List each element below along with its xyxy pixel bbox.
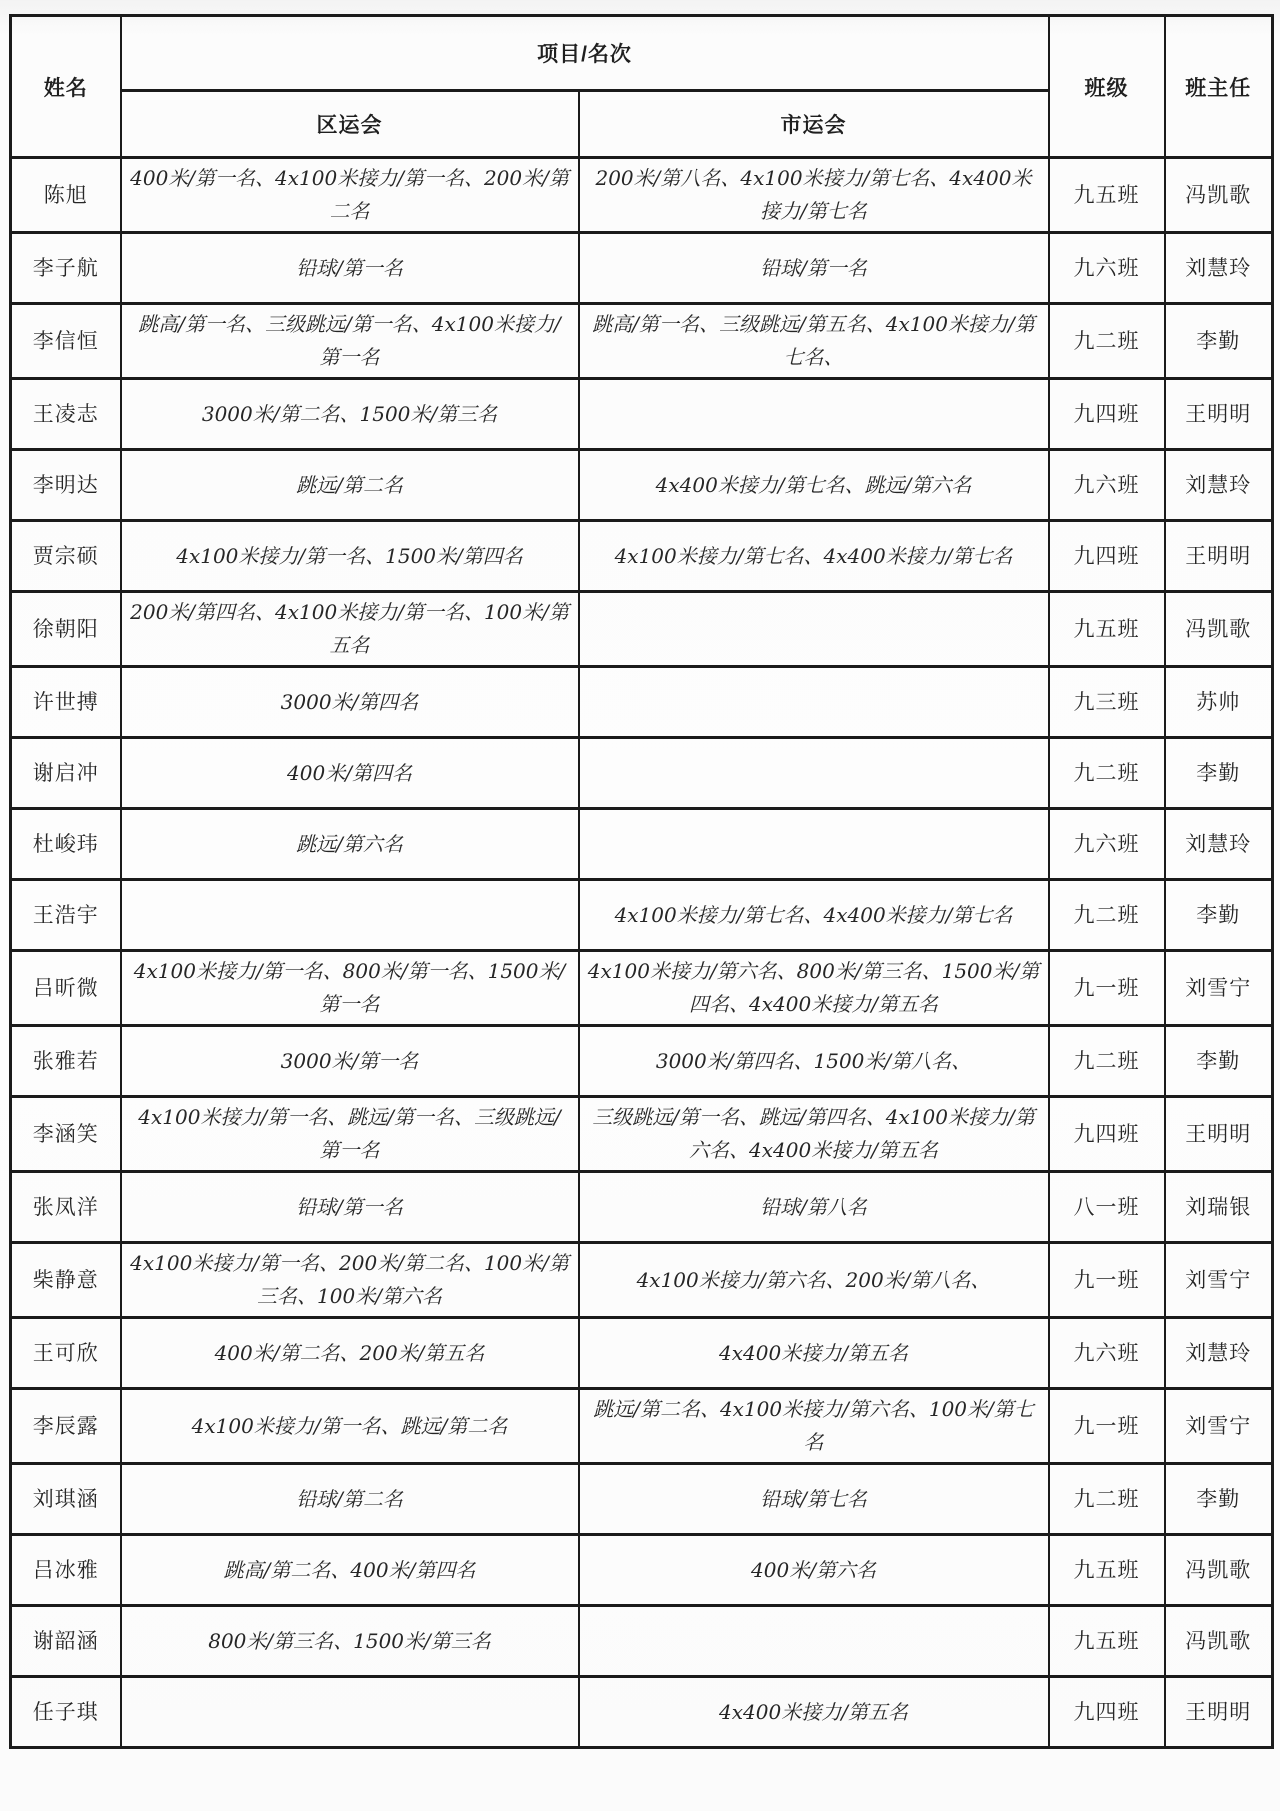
- column-header-name: 姓名: [11, 16, 121, 158]
- teacher-cell: 刘慧玲: [1165, 450, 1273, 521]
- results-table: [9, 14, 1274, 1749]
- city-result-cell: 200米/第八名、4x100米接力/第七名、4x400米接力/第七名: [579, 158, 1049, 233]
- teacher-cell: 刘雪宁: [1165, 951, 1273, 1026]
- teacher-cell: 李勤: [1165, 304, 1273, 379]
- class-cell: 九六班: [1049, 809, 1165, 880]
- city-result-cell: 铅球/第七名: [579, 1464, 1049, 1535]
- class-cell: 九五班: [1049, 158, 1165, 233]
- district-result-cell: 4x100米接力/第一名、800米/第一名、1500米/第一名: [121, 951, 579, 1026]
- city-result-cell: 4x100米接力/第六名、800米/第三名、1500米/第四名、4x400米接力/第五名: [579, 951, 1049, 1026]
- table-row: [11, 667, 1273, 738]
- name-cell: 柴静意: [11, 1243, 121, 1318]
- name-cell: 王可欣: [11, 1318, 121, 1389]
- column-header-teacher: 班主任: [1165, 16, 1273, 158]
- name-cell: 吕冰雅: [11, 1535, 121, 1606]
- district-result-cell: 200米/第四名、4x100米接力/第一名、100米/第五名: [121, 592, 579, 667]
- class-cell: 九四班: [1049, 521, 1165, 592]
- teacher-cell: 李勤: [1165, 880, 1273, 951]
- name-cell: 李子航: [11, 233, 121, 304]
- city-result-cell: 跳高/第一名、三级跳远/第五名、4x100米接力/第七名、: [579, 304, 1049, 379]
- class-cell: 九六班: [1049, 450, 1165, 521]
- name-cell: 李辰露: [11, 1389, 121, 1464]
- teacher-cell: 王明明: [1165, 379, 1273, 450]
- table-row: [11, 1097, 1273, 1172]
- teacher-cell: 王明明: [1165, 521, 1273, 592]
- table-header: [11, 16, 1273, 158]
- name-cell: 贾宗硕: [11, 521, 121, 592]
- class-cell: 九四班: [1049, 379, 1165, 450]
- name-cell: 任子琪: [11, 1677, 121, 1748]
- city-result-cell: [579, 667, 1049, 738]
- teacher-cell: 李勤: [1165, 738, 1273, 809]
- class-cell: 九六班: [1049, 233, 1165, 304]
- city-result-cell: 4x100米接力/第七名、4x400米接力/第七名: [579, 880, 1049, 951]
- district-result-cell: 400米/第一名、4x100米接力/第一名、200米/第二名: [121, 158, 579, 233]
- city-result-cell: 跳远/第二名、4x100米接力/第六名、100米/第七名: [579, 1389, 1049, 1464]
- teacher-cell: 刘慧玲: [1165, 809, 1273, 880]
- district-result-cell: 跳高/第一名、三级跳远/第一名、4x100米接力/第一名: [121, 304, 579, 379]
- district-result-cell: 4x100米接力/第一名、200米/第二名、100米/第三名、100米/第六名: [121, 1243, 579, 1318]
- column-header-city-games: 市运会: [579, 91, 1049, 158]
- city-result-cell: 3000米/第四名、1500米/第八名、: [579, 1026, 1049, 1097]
- district-result-cell: [121, 1677, 579, 1748]
- teacher-cell: 冯凯歌: [1165, 592, 1273, 667]
- teacher-cell: 刘雪宁: [1165, 1389, 1273, 1464]
- city-result-cell: 400米/第六名: [579, 1535, 1049, 1606]
- city-result-cell: [579, 592, 1049, 667]
- city-result-cell: 4x400米接力/第七名、跳远/第六名: [579, 450, 1049, 521]
- city-result-cell: [579, 809, 1049, 880]
- class-cell: 九四班: [1049, 1097, 1165, 1172]
- class-cell: 九二班: [1049, 304, 1165, 379]
- class-cell: 九一班: [1049, 1389, 1165, 1464]
- table-row: [11, 1318, 1273, 1389]
- district-result-cell: 跳远/第二名: [121, 450, 579, 521]
- city-result-cell: 4x100米接力/第七名、4x400米接力/第七名: [579, 521, 1049, 592]
- name-cell: 谢韶涵: [11, 1606, 121, 1677]
- column-header-district-games: 区运会: [121, 91, 579, 158]
- table-row: [11, 158, 1273, 233]
- table-row: [11, 233, 1273, 304]
- name-cell: 谢启冲: [11, 738, 121, 809]
- table-row: [11, 738, 1273, 809]
- city-result-cell: 4x400米接力/第五名: [579, 1677, 1049, 1748]
- district-result-cell: 3000米/第一名: [121, 1026, 579, 1097]
- district-result-cell: 400米/第二名、200米/第五名: [121, 1318, 579, 1389]
- city-result-cell: 铅球/第八名: [579, 1172, 1049, 1243]
- teacher-cell: 李勤: [1165, 1464, 1273, 1535]
- teacher-cell: 冯凯歌: [1165, 158, 1273, 233]
- name-cell: 张雅若: [11, 1026, 121, 1097]
- class-cell: 九六班: [1049, 1318, 1165, 1389]
- class-cell: 九五班: [1049, 592, 1165, 667]
- district-result-cell: 铅球/第一名: [121, 1172, 579, 1243]
- table-row: [11, 1389, 1273, 1464]
- teacher-cell: 李勤: [1165, 1026, 1273, 1097]
- name-cell: 刘琪涵: [11, 1464, 121, 1535]
- city-result-cell: [579, 738, 1049, 809]
- teacher-cell: 王明明: [1165, 1097, 1273, 1172]
- table-row: [11, 1677, 1273, 1748]
- name-cell: 徐朝阳: [11, 592, 121, 667]
- name-cell: 王凌志: [11, 379, 121, 450]
- name-cell: 杜峻玮: [11, 809, 121, 880]
- district-result-cell: 4x100米接力/第一名、1500米/第四名: [121, 521, 579, 592]
- name-cell: 李涵笑: [11, 1097, 121, 1172]
- name-cell: 王浩宇: [11, 880, 121, 951]
- class-cell: 八一班: [1049, 1172, 1165, 1243]
- city-result-cell: [579, 379, 1049, 450]
- district-result-cell: 3000米/第四名: [121, 667, 579, 738]
- header-row-top: [11, 16, 1273, 91]
- class-cell: 九五班: [1049, 1535, 1165, 1606]
- city-result-cell: [579, 1606, 1049, 1677]
- table-row: [11, 1026, 1273, 1097]
- class-cell: 九二班: [1049, 1026, 1165, 1097]
- class-cell: 九二班: [1049, 738, 1165, 809]
- table-row: [11, 1172, 1273, 1243]
- district-result-cell: 铅球/第一名: [121, 233, 579, 304]
- district-result-cell: 4x100米接力/第一名、跳远/第二名: [121, 1389, 579, 1464]
- teacher-cell: 刘慧玲: [1165, 233, 1273, 304]
- teacher-cell: 苏帅: [1165, 667, 1273, 738]
- name-cell: 许世搏: [11, 667, 121, 738]
- table-row: [11, 880, 1273, 951]
- table-row: [11, 809, 1273, 880]
- district-result-cell: 4x100米接力/第一名、跳远/第一名、三级跳远/第一名: [121, 1097, 579, 1172]
- class-cell: 九二班: [1049, 1464, 1165, 1535]
- class-cell: 九四班: [1049, 1677, 1165, 1748]
- table-row: [11, 379, 1273, 450]
- teacher-cell: 冯凯歌: [1165, 1606, 1273, 1677]
- class-cell: 九二班: [1049, 880, 1165, 951]
- table-row: [11, 450, 1273, 521]
- name-cell: 张凤洋: [11, 1172, 121, 1243]
- city-result-cell: 三级跳远/第一名、跳远/第四名、4x100米接力/第六名、4x400米接力/第五名: [579, 1097, 1049, 1172]
- district-result-cell: 跳高/第二名、400米/第四名: [121, 1535, 579, 1606]
- teacher-cell: 刘雪宁: [1165, 1243, 1273, 1318]
- district-result-cell: 跳远/第六名: [121, 809, 579, 880]
- district-result-cell: [121, 880, 579, 951]
- name-cell: 李信恒: [11, 304, 121, 379]
- name-cell: 陈旭: [11, 158, 121, 233]
- column-header-event-rank: 项目/名次: [121, 16, 1049, 91]
- class-cell: 九一班: [1049, 951, 1165, 1026]
- table-row: [11, 521, 1273, 592]
- table-body: [11, 158, 1273, 1748]
- district-result-cell: 铅球/第二名: [121, 1464, 579, 1535]
- city-result-cell: 4x400米接力/第五名: [579, 1318, 1049, 1389]
- table-row: [11, 592, 1273, 667]
- table-row: [11, 1464, 1273, 1535]
- table-row: [11, 1243, 1273, 1318]
- column-header-class: 班级: [1049, 16, 1165, 158]
- table-row: [11, 304, 1273, 379]
- table-row: [11, 1535, 1273, 1606]
- class-cell: 九五班: [1049, 1606, 1165, 1677]
- table-row: [11, 1606, 1273, 1677]
- district-result-cell: 800米/第三名、1500米/第三名: [121, 1606, 579, 1677]
- district-result-cell: 3000米/第二名、1500米/第三名: [121, 379, 579, 450]
- name-cell: 吕昕微: [11, 951, 121, 1026]
- class-cell: 九三班: [1049, 667, 1165, 738]
- district-result-cell: 400米/第四名: [121, 738, 579, 809]
- teacher-cell: 刘慧玲: [1165, 1318, 1273, 1389]
- name-cell: 李明达: [11, 450, 121, 521]
- city-result-cell: 4x100米接力/第六名、200米/第八名、: [579, 1243, 1049, 1318]
- table-row: [11, 951, 1273, 1026]
- teacher-cell: 冯凯歌: [1165, 1535, 1273, 1606]
- class-cell: 九一班: [1049, 1243, 1165, 1318]
- teacher-cell: 刘瑞银: [1165, 1172, 1273, 1243]
- teacher-cell: 王明明: [1165, 1677, 1273, 1748]
- city-result-cell: 铅球/第一名: [579, 233, 1049, 304]
